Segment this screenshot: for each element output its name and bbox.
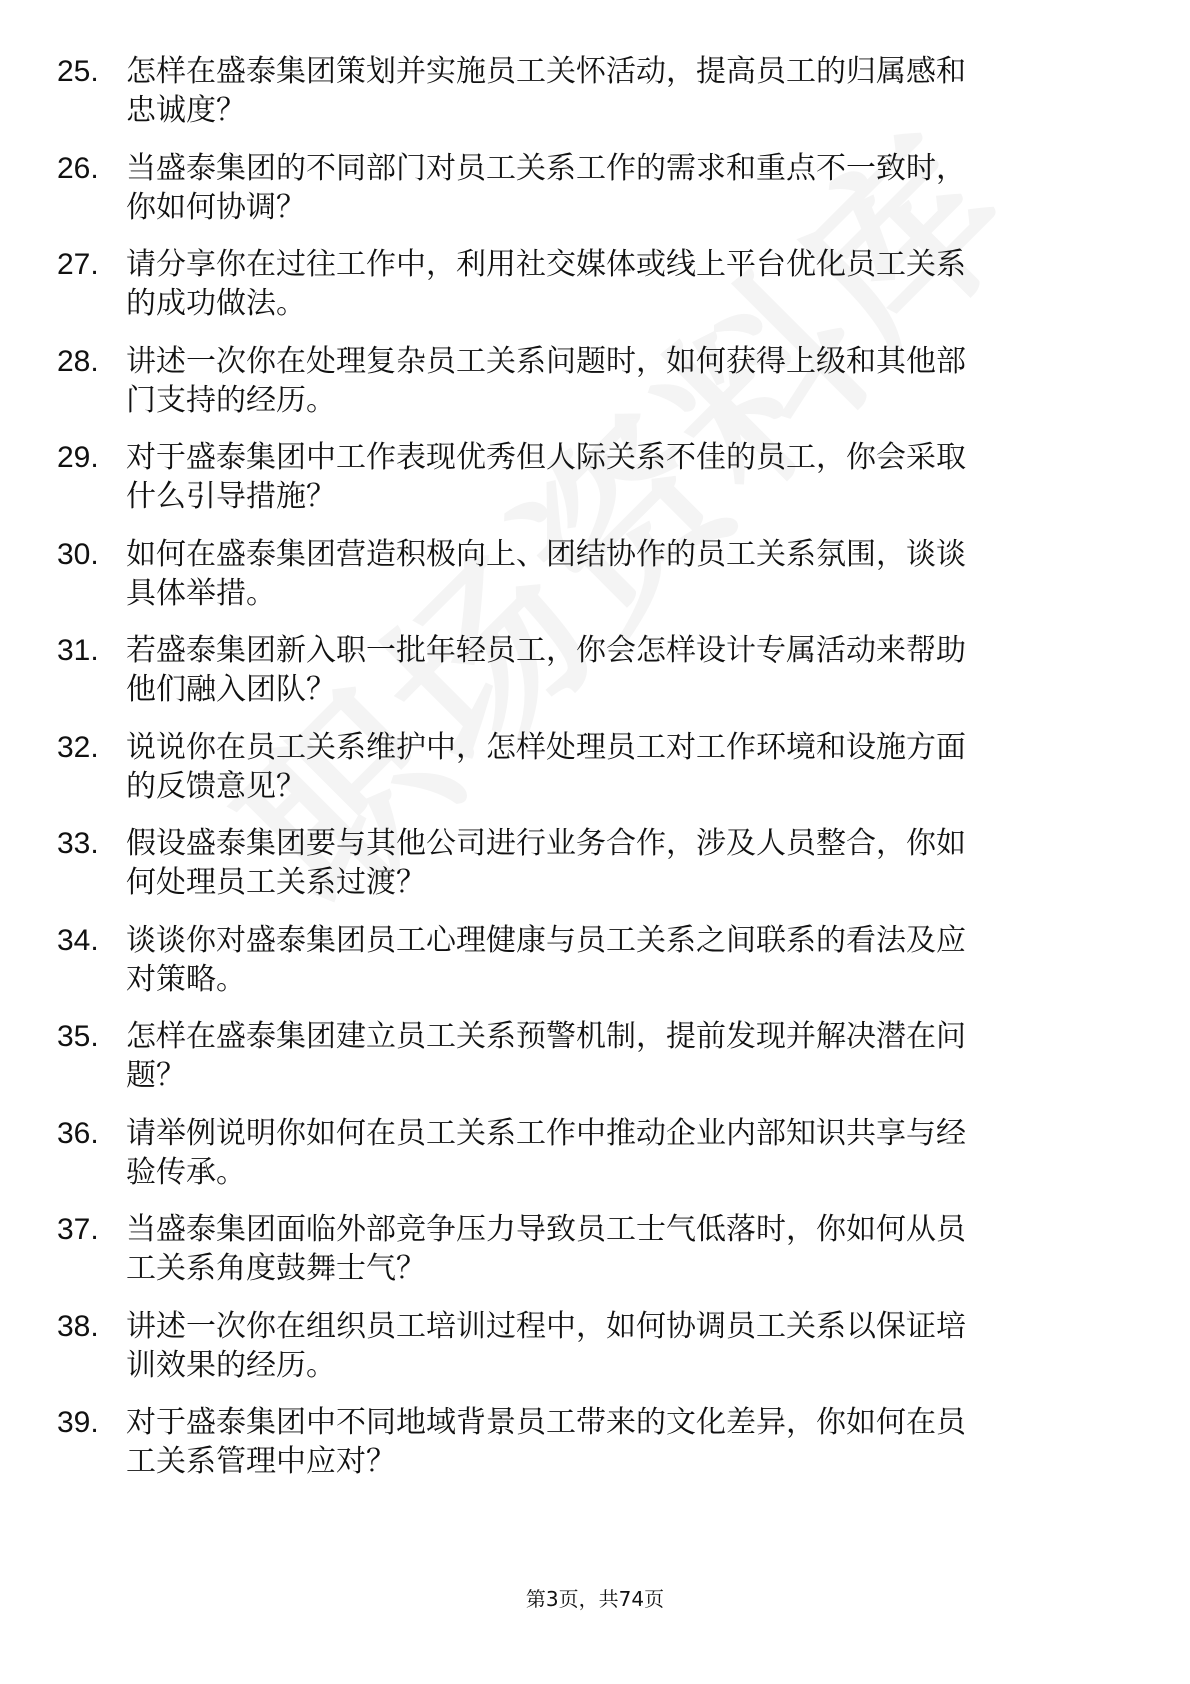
question-text [126, 1307, 1116, 1385]
question-text-line: 你如何协调？ [126, 190, 306, 225]
question-text [126, 728, 1116, 806]
question-text-line: 若盛泰集团新入职一批年轻员工，你会怎样设计专属活动来帮助 [126, 633, 966, 668]
question-text [126, 52, 1116, 130]
question-text-line: 对于盛泰集团中工作表现优秀但人际关系不佳的员工，你会采取 [126, 440, 966, 475]
question-number: 39. [57, 1406, 99, 1439]
question-text [126, 824, 1116, 902]
question-number: 33. [57, 827, 99, 860]
question-text-line: 对于盛泰集团中不同地域背景员工带来的文化差异，你如何在员 [126, 1405, 966, 1440]
question-text-line: 具体举措。 [126, 576, 276, 611]
question-text-line: 当盛泰集团面临外部竞争压力导致员工士气低落时，你如何从员 [126, 1212, 966, 1247]
question-number: 36. [57, 1117, 99, 1150]
question-number: 26. [57, 152, 99, 185]
question-number: 32. [57, 731, 99, 764]
question-text-line: 当盛泰集团的不同部门对员工关系工作的需求和重点不一致时， [126, 151, 966, 186]
question-text [126, 149, 1116, 227]
question-text-line: 何处理员工关系过渡？ [126, 865, 426, 900]
question-text [126, 1017, 1116, 1095]
question-text-line: 训效果的经历。 [126, 1348, 336, 1383]
question-number: 35. [57, 1020, 99, 1053]
question-text [126, 921, 1116, 999]
question-text [126, 631, 1116, 709]
question-text [126, 245, 1116, 323]
question-text-line: 忠诚度？ [126, 93, 246, 128]
question-number: 37. [57, 1213, 99, 1246]
question-text-line: 验传承。 [126, 1155, 246, 1190]
question-text-line: 什么引导措施？ [126, 479, 336, 514]
question-text-line: 谈谈你对盛泰集团员工心理健康与员工关系之间联系的看法及应 [126, 923, 966, 958]
question-number: 34. [57, 924, 99, 957]
question-text-line: 题？ [126, 1058, 186, 1093]
question-text-line: 的反馈意见？ [126, 769, 306, 804]
question-text-line: 他们融入团队？ [126, 672, 336, 707]
question-text-line: 讲述一次你在处理复杂员工关系问题时，如何获得上级和其他部 [126, 344, 966, 379]
question-text-line: 请分享你在过往工作中，利用社交媒体或线上平台优化员工关系 [126, 247, 966, 282]
question-text-line: 请举例说明你如何在员工关系工作中推动企业内部知识共享与经 [126, 1116, 966, 1151]
question-text-line: 对策略。 [126, 962, 246, 997]
question-text-line: 的成功做法。 [126, 286, 306, 321]
question-text-line: 工关系管理中应对？ [126, 1444, 396, 1479]
question-text-line: 假设盛泰集团要与其他公司进行业务合作，涉及人员整合，你如 [126, 826, 966, 861]
question-number: 29. [57, 441, 99, 474]
question-text-line: 工关系角度鼓舞士气？ [126, 1251, 426, 1286]
question-text-line: 怎样在盛泰集团策划并实施员工关怀活动，提高员工的归属感和 [126, 54, 966, 89]
question-number: 38. [57, 1310, 99, 1343]
question-text-line: 怎样在盛泰集团建立员工关系预警机制，提前发现并解决潜在问 [126, 1019, 966, 1054]
question-text-line: 说说你在员工关系维护中，怎样处理员工对工作环境和设施方面 [126, 730, 966, 765]
question-text [126, 1403, 1116, 1481]
question-number: 25. [57, 55, 99, 88]
page-footer: 第3页，共74页 [525, 1587, 665, 1611]
question-text [126, 438, 1116, 516]
question-number: 28. [57, 345, 99, 378]
question-text [126, 535, 1116, 613]
question-number: 31. [57, 634, 99, 667]
question-text [126, 1210, 1116, 1288]
question-text-line: 如何在盛泰集团营造积极向上、团结协作的员工关系氛围，谈谈 [126, 537, 966, 572]
question-text [126, 1114, 1116, 1192]
question-number: 27. [57, 248, 99, 281]
question-text-line: 门支持的经历。 [126, 383, 336, 418]
question-text [126, 342, 1116, 420]
question-text-line: 讲述一次你在组织员工培训过程中，如何协调员工关系以保证培 [126, 1309, 966, 1344]
question-number: 30. [57, 538, 99, 571]
